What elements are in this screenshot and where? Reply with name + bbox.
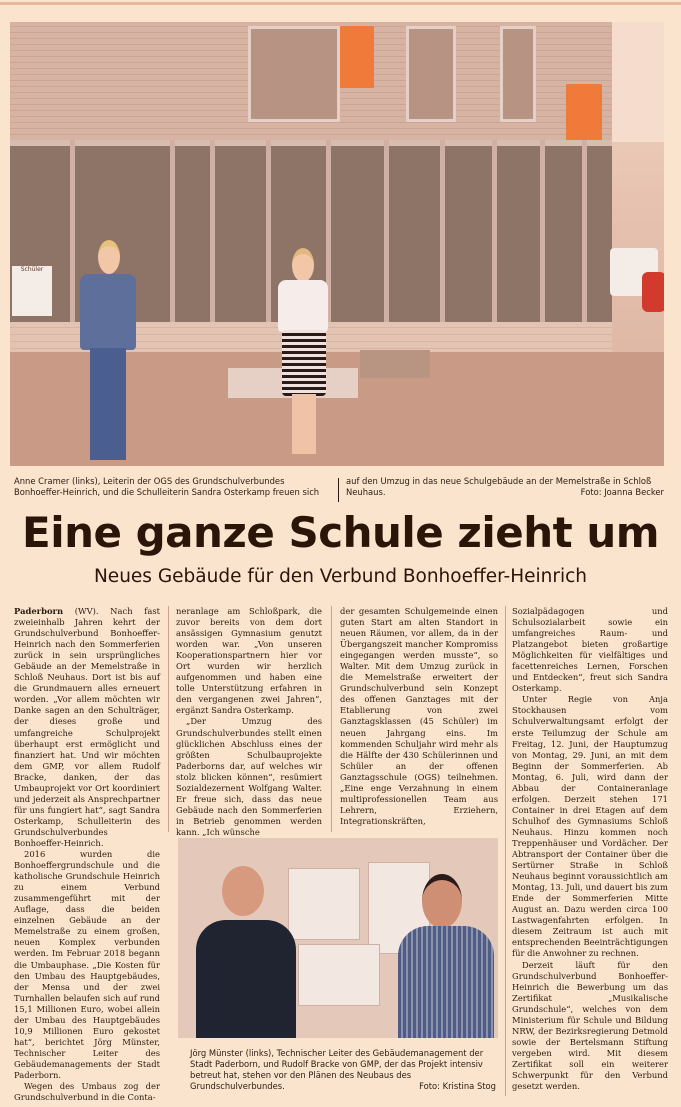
caption-bottom-text: Jörg Münster (links), Technischer Leiter des Gebäudemanagement der Stadt Paderborn, und Rudolf Bracke von GMP, der das Projekt intensiv betreut hat, stehen vor den Plänen des Neubaus des Grundschulverbundes. (190, 1048, 484, 1091)
person-rudolf-bracke (392, 866, 496, 1038)
person-head (222, 866, 264, 916)
column-rule (168, 606, 169, 832)
building-plan (298, 944, 380, 1006)
step (360, 350, 430, 378)
paragraph: neranlage am Schloßpark, die zuvor bereits von dem dort ansässigen Gymnasium genutzt worden war. „Von unseren Kooperationspartnern hier vor Ort wurden wir herzlich aufgenommen und haben eine tolle Unterstützung erfahren in den vergangenen zwei Jahren“, ergänzt Sandra Osterkamp. (176, 606, 322, 716)
column-rule (331, 606, 332, 832)
person-jeans (90, 348, 126, 460)
article-column-1 (14, 606, 160, 1106)
caption-top (14, 476, 664, 506)
person-head (422, 874, 462, 928)
person-shirt (196, 920, 296, 1038)
upper-window (248, 26, 340, 122)
photo-two-men (178, 838, 498, 1038)
paragraph-text: (WV). Nach fast zweieinhalb Jahren kehrt der Grundschulverbund Bonhoeffer-Heinrich nach den Sommerferien zurück in sein ursprüngliches Gebäude an der Memelstraße in Schloß Neuhaus. Dort ist bis auf die Grundmauern alles erneuert worden. „Vor allem möchten wir Danke sagen an den Schulträger, der dieses große und umfangreiche Schulprojekt überhaupt erst ermöglicht und finanziert hat. Und wir möchten dem GMP, vor allem Rudolf Bracke, danken, der das Umbauprojekt vor Ort koordiniert und jederzeit als Ansprechpartner für uns fungiert hat“, sagt Sandra Osterkamp, Schulleiterin des Grundschulverbundes Bonhoeffer-Heinrich. (14, 606, 160, 848)
car (642, 272, 664, 312)
paragraph: Unter Regie von Anja Stockhausen vom Schulverwaltungsamt erfolgt der erste Teilumzug der Schule am Freitag, 12. Juni, der Hauptumzug von Montag, 29. Juni, an mit dem Beginn der Sommerferien. Ab Montag, 6. Juli, wird dann der Abbau der Containeranlage erfolgen. Derzeit stehen 171 Container in drei Etagen auf dem Schulhof des Gymnasiums Schloß Neuhaus. Hinzu kommen noch Treppenhäuser und Vordächer. Der Abtransport der Container über die Sertürner Straße in Schloß Neuhaus beginnt voraussichtlich am Montag, 13. Juli, und dauert bis zum Ende der Sommerferien Mitte August an. Dazu werden circa 100 Lastwagenfahrten erfolgen. In diesem Zeitraum ist auch mit entsprechenden Beeinträchtigungen für die Anwohner zu rechnen. (512, 694, 668, 959)
upper-window (406, 26, 456, 122)
paragraph: der gesamten Schulgemeinde einen guten Start am alten Standort in neuen Räumen, vor allem, da in der Übergangszeit mancher Kompromiss eingegangen werden musste“, so Walter. Mit dem Umzug zurück in die Memelstraße erweitert der Grundschulverbund sein Konzept des offenen Ganztages mit der Etablierung von zwei Ganztagsklassen (45 Schüler) im neuen Jahrgang eins. Im kommenden Schuljahr wird mehr als die Hälfte der 430 Schülerinnen und Schüler an der offenen Ganztagsschule (OGS) teilnehmen. „Eine enge Verzahnung in einem multiprofessionellen Team aus Lehrern, Erziehern, Integrationskräften, (340, 606, 498, 826)
window-sign (12, 266, 52, 316)
mullion (210, 140, 215, 330)
orange-panel (340, 26, 374, 88)
article-column-2 (176, 606, 322, 837)
paragraph: 2016 wurden die Bonhoeffergrundschule und die katholische Grundschule Heinrich zu einem Verbund zusammengeführt mit der Auflage, dass die beiden einzelnen Gebäude an der Memelstraße zu einem großen, neuen Komplex verbunden werden. Im Februar 2018 begann die Umbauphase. „Die Kosten für den Umbau des Hauptgebäudes, der Mensa und der zwei Turnhallen belaufen sich auf rund 15,1 Millionen Euro, wobei allein der Umbau des Hauptgebäudes 10,9 Millionen Euro gekostet hat“, berichtet Jörg Münster, Technischer Leiter des Gebäudemanagements der Stadt Paderborn. (14, 849, 160, 1080)
dateline: Paderborn (14, 606, 64, 616)
paragraph: Wegen des Umbaus zog der Grundschulverbund in die Conta- (14, 1081, 160, 1103)
caption-bottom (190, 1048, 496, 1092)
person-checked-shirt (398, 926, 494, 1038)
column-rule (505, 606, 506, 1096)
photo-credit-bottom: Foto: Kristina Stog (419, 1081, 496, 1091)
person-joerg-muenster (192, 858, 302, 1038)
mullion (384, 140, 389, 330)
mullion (582, 140, 587, 330)
subheadline: Neues Gebäude für den Verbund Bonhoeffer-Heinrich (93, 566, 588, 587)
article-column-3 (340, 606, 498, 832)
person-legs (292, 394, 316, 454)
caption-top-right-text: auf den Umzug in das neue Schulgebäude an der Memelstraße in Schloß Neuhaus. (346, 476, 652, 497)
person-sandra-osterkamp (272, 248, 334, 460)
photo-credit-top: Foto: Joanna Becker (580, 487, 664, 497)
mullion (440, 140, 445, 330)
paragraph: „Der Umzug des Grundschulverbundes stellt einen glücklichen Abschluss eines der größten Schulbauprojekte Paderborns dar, auf welches wir stolz blicken können“, resümiert Sozialdezernent Wolfgang Walter. Er freue sich, dass das neue Gebäude nach den Sommerferien in Betrieb genommen werden kann. „Ich wünsche (176, 716, 322, 837)
person-cardigan (278, 280, 328, 332)
paragraph: Derzeit läuft für den Grundschulverbund Bonhoeffer-Heinrich die Bewerbung um das Zertifikat „Musikalische Grundschule“, welches von dem Ministerium für Schule und Bildung NRW, der Bezirksregierung Detmold sowie der Bertelsmann Stiftung vergeben wird. Mit diesem Zertifikat soll ein weiterer Schwerpunkt für den Verbund gesetzt werden. (512, 959, 668, 1092)
mullion (492, 140, 497, 330)
photo-school-building (10, 22, 664, 466)
mullion (266, 140, 271, 330)
caption-top-left: Anne Cramer (links), Leiterin der OGS des Grundschulverbundes Bonhoeffer-Heinrich, und die Schulleiterin Sandra Osterkamp freuen sich (14, 476, 320, 497)
upper-window (500, 26, 536, 122)
person-anne-cramer (74, 240, 144, 466)
person-jacket (80, 274, 136, 350)
window-sign-text: Schüler (20, 266, 44, 273)
mullion (170, 140, 175, 330)
article-column-4 (512, 606, 668, 1106)
mullion (540, 140, 545, 330)
caption-top-right (346, 476, 664, 498)
paragraph (14, 606, 160, 849)
headline: Eine ganze Schule zieht um (22, 508, 659, 557)
paragraph: Sozialpädagogen und Schulsozialarbeit sowie ein umfangreiches Raum- und Platzangebot bieten großartige Möglichkeiten für vielfältiges und facettenreiches Lernen, Forschen und Entdecken“, freut sich Sandra Osterkamp. (512, 606, 668, 694)
person-head (292, 248, 314, 282)
page-top-rule (0, 2, 681, 5)
person-head (98, 240, 120, 274)
person-skirt (282, 330, 326, 396)
caption-divider (338, 478, 339, 502)
